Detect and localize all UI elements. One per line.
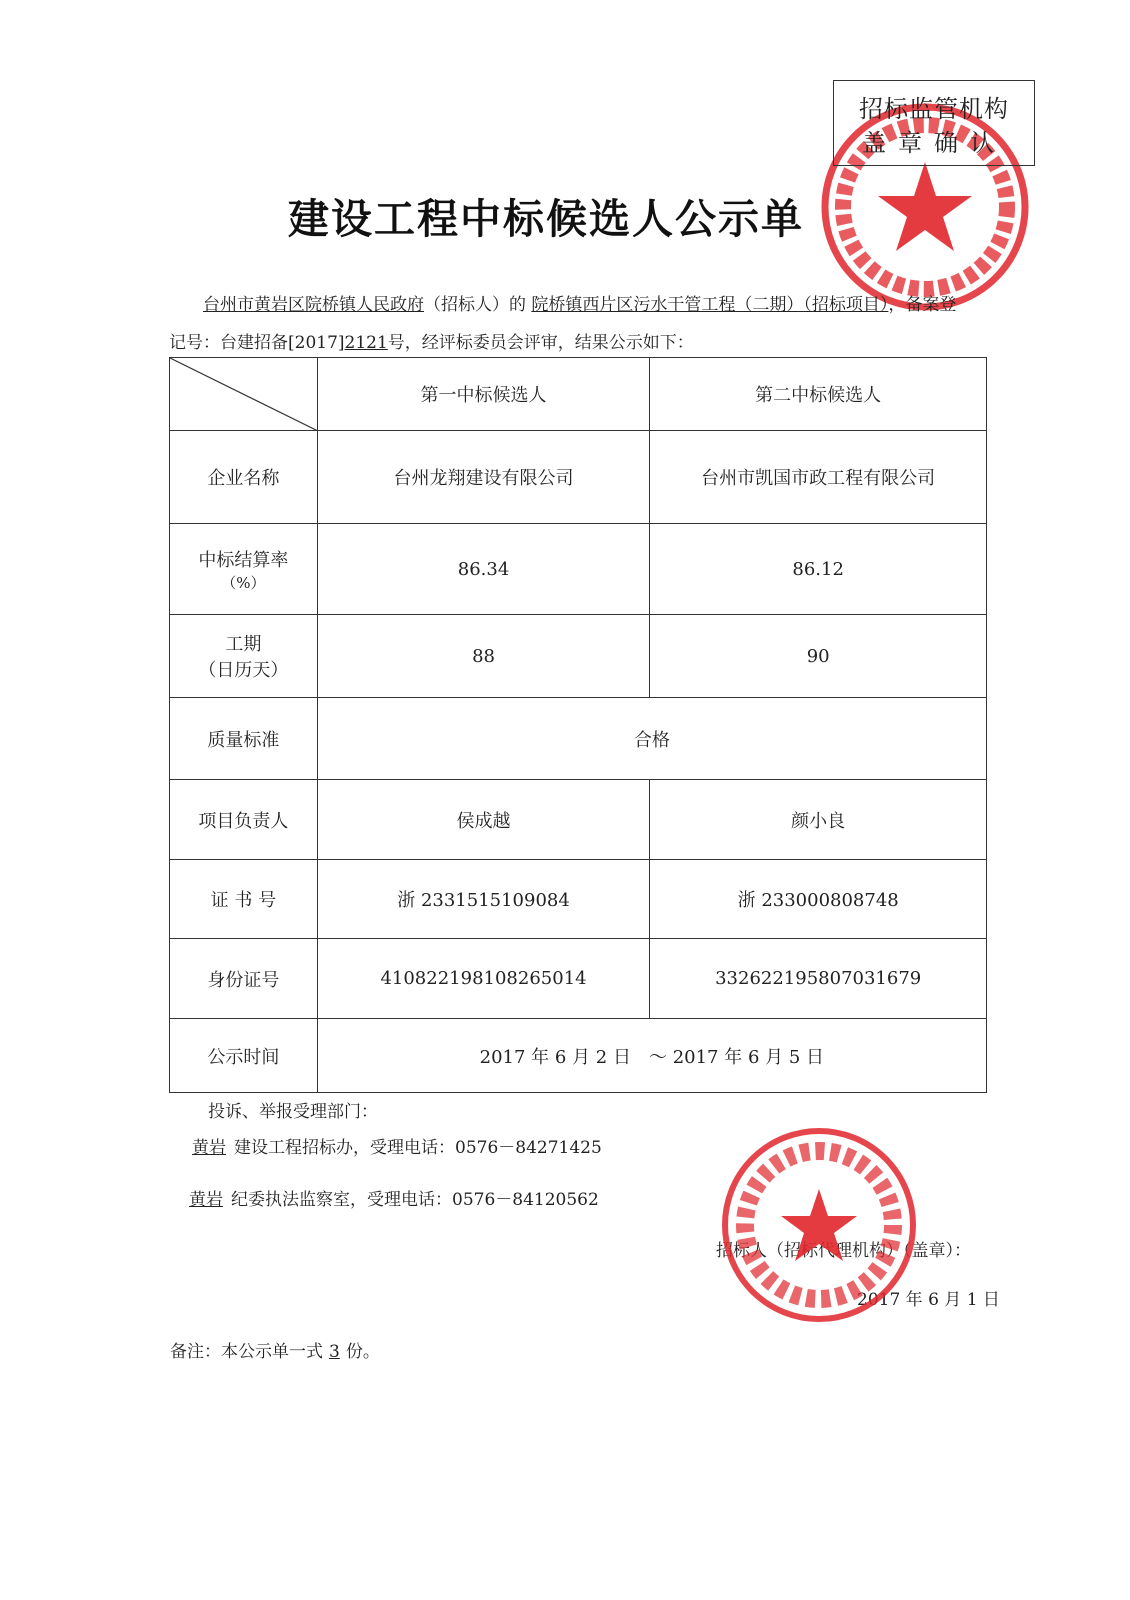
first-id-number: 410822198108265014: [317, 939, 650, 1019]
complaint-place-2: 黄岩: [189, 1190, 223, 1210]
first-duration: 88: [317, 615, 650, 698]
complaint-heading: 投诉、举报受理部门：: [208, 1102, 378, 1122]
supervision-confirm-line2: 盖章确认: [862, 129, 1006, 157]
first-project-manager: 侯成越: [317, 780, 650, 860]
first-candidate-header: 第一中标候选人: [317, 358, 650, 431]
table-row: [170, 698, 987, 780]
first-settlement-rate: 86.34: [317, 524, 650, 615]
complaint-line-1: [192, 1133, 602, 1158]
complaint-text-2: 纪委执法监察室，受理电话：0576－84120562: [231, 1190, 599, 1210]
corner-cell: [170, 358, 318, 431]
table-row: [170, 780, 987, 860]
signature-label: 招标人（招标代理机构）（盖章）：: [716, 1241, 971, 1261]
supervision-confirm-line1: 招标监管机构: [859, 95, 1009, 123]
supervision-confirm-box: [833, 80, 1035, 166]
row-label: 公示时间: [170, 1019, 318, 1093]
row-label: [170, 615, 318, 698]
first-certificate-number: 浙 2331515109084: [317, 860, 650, 939]
agency-seal-stamp: [716, 1125, 922, 1325]
second-certificate-number: 浙 233000808748: [650, 860, 987, 939]
page-title: 建设工程中标候选人公示单: [288, 195, 804, 243]
table-row: [170, 860, 987, 939]
table-row: [170, 524, 987, 615]
second-settlement-rate: 86.12: [650, 524, 987, 615]
complaint-line-2: [189, 1185, 599, 1210]
row-label: 证 书 号: [170, 860, 318, 939]
second-candidate-header: 第二中标候选人: [650, 358, 987, 431]
tenderer-suffix: （招标人）的: [424, 295, 526, 315]
complaint-text-1: 建设工程招标办，受理电话：0576－84271425: [234, 1138, 602, 1158]
record-prefix: ，备案登记号：台建招备: [169, 295, 957, 353]
row-label-line2: （%）: [221, 573, 266, 592]
table-header-row: [170, 358, 987, 431]
record-suffix: 号，经评标委员会评审，结果公示如下：: [387, 333, 694, 353]
tenderer-name: 台州市黄岩区院桥镇人民政府: [203, 295, 424, 315]
row-label: 项目负责人: [170, 780, 318, 860]
table-row: [170, 1019, 987, 1093]
second-company-name: 台州市凯国市政工程有限公司: [650, 431, 987, 524]
table-row: [170, 431, 987, 524]
complaint-place-1: 黄岩: [192, 1138, 226, 1158]
first-company-name: 台州龙翔建设有限公司: [317, 431, 650, 524]
row-label-line2: （日历天）: [198, 660, 289, 681]
second-id-number: 332622195807031679: [650, 939, 987, 1019]
row-label: 身份证号: [170, 939, 318, 1019]
record-number: 2121: [344, 333, 388, 353]
row-label-line1: 中标结算率: [198, 549, 289, 571]
signature-date: 2017 年 6 月 1 日: [857, 1290, 1000, 1310]
table-row: [170, 939, 987, 1019]
publicity-period: 2017 年 6 月 2 日 ～ 2017 年 6 月 5 日: [317, 1019, 986, 1093]
table-row: [170, 615, 987, 698]
diagonal-line: [170, 358, 318, 431]
quality-standard: 合格: [317, 698, 986, 780]
record-year: [2017]: [288, 333, 345, 353]
remark-prefix: 备注：本公示单一式: [170, 1342, 323, 1362]
row-label-line1: 工期: [225, 634, 262, 655]
remark-note: [170, 1337, 380, 1362]
project-name: 院桥镇西片区污水干管工程（二期）（招标项目）: [531, 295, 889, 315]
second-duration: 90: [650, 615, 987, 698]
row-label: [170, 524, 318, 615]
row-label: 质量标准: [170, 698, 318, 780]
copy-count: 3: [329, 1342, 340, 1362]
intro-paragraph: [169, 286, 969, 362]
second-project-manager: 颜小良: [650, 780, 987, 860]
remark-suffix: 份。: [345, 1342, 380, 1362]
candidates-table: [169, 357, 987, 1093]
row-label: 企业名称: [170, 431, 318, 524]
